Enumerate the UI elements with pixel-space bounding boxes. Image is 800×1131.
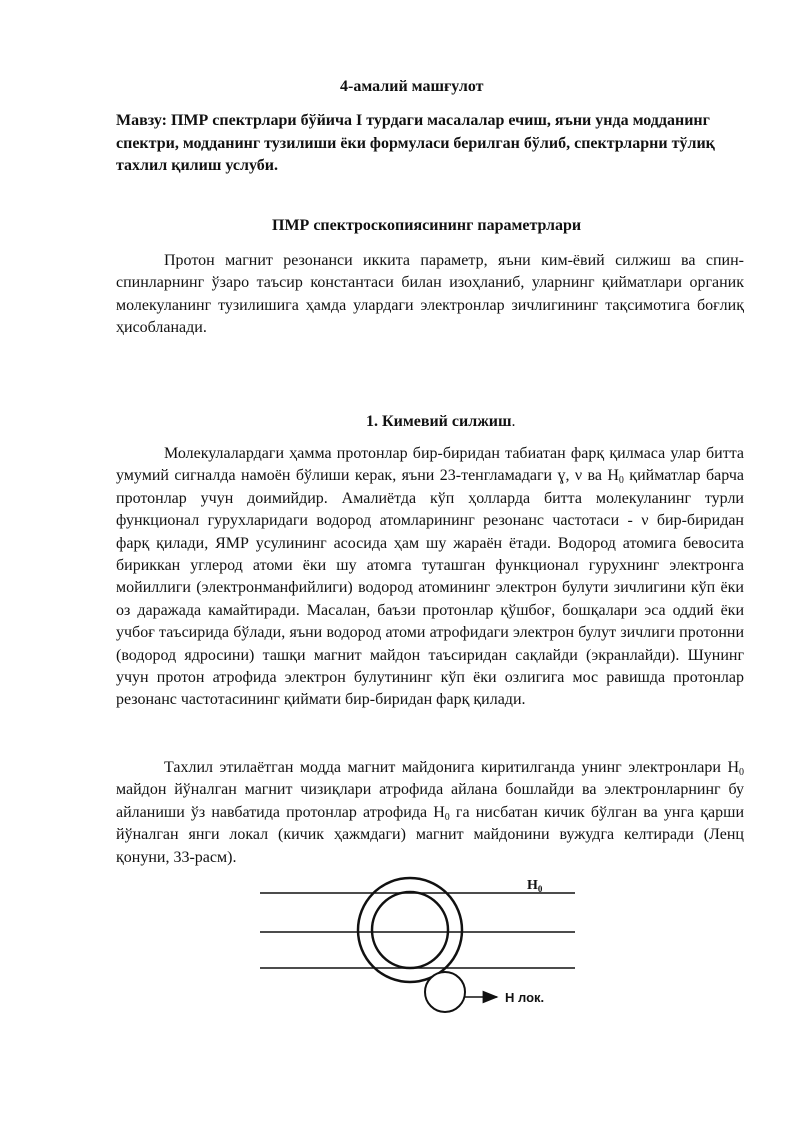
paragraph-3 <box>116 757 744 869</box>
paragraph-1: Протон магнит резонанси иккита параметр, яъни ким-ёвий силжиш ва спин-спинларнинг ўзаро таъсир константаси билан изоҳланиб, уларнинг қийматлари органик молекуланинг тузилишига ҳамда улардаги электронлар зичлигининг тақсимотига боғлиқ ҳисобланади. <box>116 252 744 337</box>
lenz-law-figure <box>255 868 575 1018</box>
paragraph-3-subscript-2: 0 <box>444 811 450 823</box>
paragraph-3-part-b: майдон йўналган магнит чизиқлари атрофида айлана бошлайди ва электронларнинг бу айланиши ўз навбатида протонлар атрофида H <box>116 781 744 821</box>
local-field-circle <box>425 972 465 1012</box>
paragraph-2-part-a: Молекулалардаги ҳамма протонлар бир-биридан табиатан фарқ қилмаса улар битта умумий сигналда намоён бўлиши керак, яъни 23-тенгламадаги ɣ, ν ва H <box>116 445 744 485</box>
section-heading: ПМР спектроскопиясининг параметрлари <box>272 217 582 234</box>
paragraph-2-part-b: қийматлар барча протонлар учун доимийдир. Амалиётда кўп ҳолларда битта молекуланинг турли функционал гурухларидаги водород атомларининг резонанс частотаси - ν бир-биридан фарқ қилади, ЯМР усулининг асосида ҳам шу жараён ётади. Водород атомига бевосита бириккан углерод атоми ёки шу атомга туташган функционал гурухнинг электронга мойиллиги (электронманфийлиги) водород атомининг электрон булути зичлигини кўп ёки оз даражада камайтиради. Масалан, баъзи протонлар қўшбоғ, бошқалари эса оддий ёки учбоғ таъсирида бўлади, яъни водород атоми атрофидаги электрон булут зичлиги протонни (водород ядросини) ташқи магнит майдон таъсиридан сақлайди (экранлайди). Шунинг учун протон атрофида электрон булутининг кўп ёки озлигига мос равишда протонлар резонанс частотасининг қиймати бир-биридан фарқ қилади. <box>116 467 744 709</box>
topic-text: ПМР спектрлари бўйича I турдаги масалалар ечиш, яъни унда модданинг спектри, модданинг тузилиши ёки формуласи берилган бўлиб, спектрларни тўлиқ тахлил қилиш услуби. <box>116 112 715 174</box>
topic-block <box>116 110 736 178</box>
paragraph-3-part-a: Тахлил этилаётган модда магнит майдонига киритилганда унинг электронлари H <box>164 759 739 776</box>
paragraph-2-subscript: 0 <box>618 475 624 487</box>
subsection-heading-punct: . <box>511 413 516 430</box>
electron-cloud-inner-ring <box>372 892 448 968</box>
paragraph-3-subscript-1: 0 <box>739 767 744 778</box>
topic-label: Мавзу: <box>116 112 167 129</box>
paragraph-3-part-c: га нисбатан кичик бўлган ва унга қарши йўналган янги локал (кичик ҳажмдаги) магнит майдонини вужудга келтиради (Ленц қонуни, 33-расм). <box>116 803 745 866</box>
subsection-heading <box>366 413 516 431</box>
h-local-label: Н лок. <box>505 990 545 1005</box>
subsection-heading-text: 1. Кимевий силжиш <box>366 413 512 430</box>
paragraph-2 <box>116 443 744 712</box>
h0-label: $H_0$ <box>527 878 543 894</box>
page-title: 4-амалий машғулот <box>340 78 484 95</box>
